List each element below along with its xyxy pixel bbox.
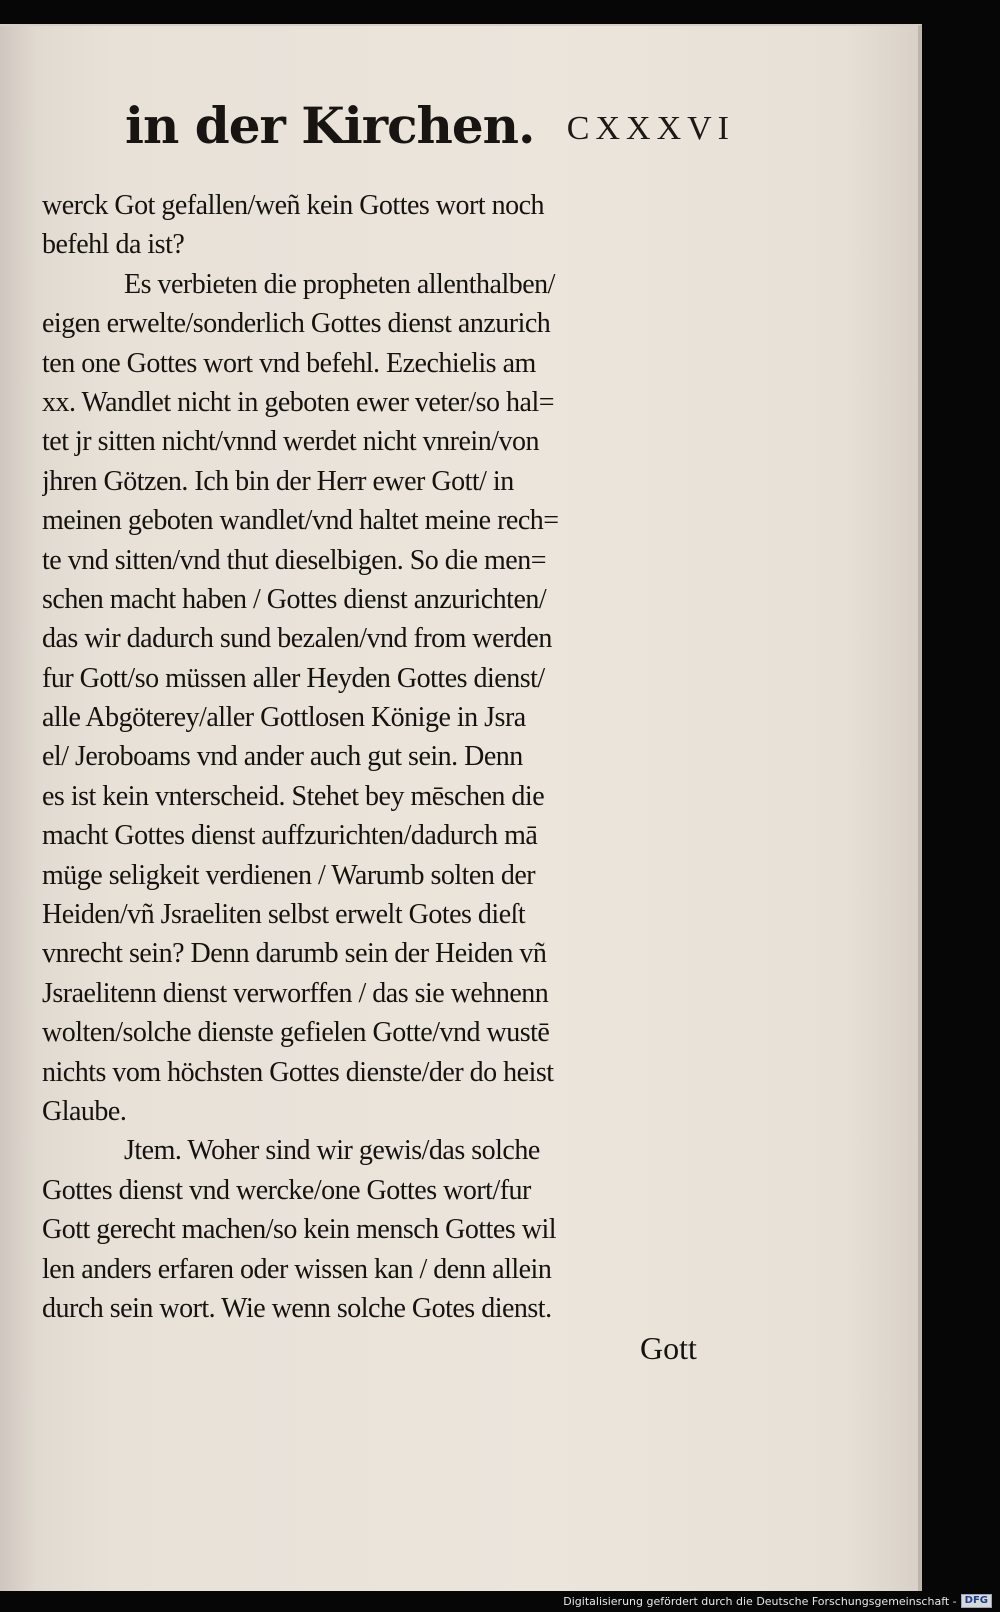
text-line: eigen erwelte/sonderlich Gottes dienst anzurich [42, 308, 551, 340]
text-line: das wir dadurch sund bezalen/vnd from werden [42, 623, 552, 655]
text-line: ten one Gottes wort vnd befehl. Ezechielis am [42, 347, 536, 379]
text-line: es ist kein vnterscheid. Stehet bey mēschen die [42, 780, 545, 812]
text-line: befehl da ist? [42, 229, 185, 261]
main-text-block [42, 186, 742, 1328]
catchword: Gott [640, 1330, 697, 1366]
page-header [125, 96, 735, 176]
text-line: vnrecht sein? Denn darumb sein der Heiden vñ [42, 938, 547, 970]
text-line: el/ Jeroboams vnd ander auch gut sein. Denn [42, 741, 523, 773]
text-line: Gott gerecht machen/so kein mensch Gottes wil [42, 1214, 557, 1246]
text-line: schen macht haben / Gottes dienst anzurichten/ [42, 583, 547, 615]
text-line: len anders erfaren oder wissen kan / denn allein [42, 1253, 552, 1285]
digitization-credit [563, 1594, 992, 1608]
text-line: müge seligkeit verdienen / Warumb solten der [42, 859, 536, 891]
text-line: xx. Wandlet nicht in geboten ewer veter/so hal= [42, 386, 555, 418]
text-line: alle Abgöterey/aller Gottlosen Könige in Jsra [42, 702, 526, 734]
text-line: fur Gott/so müssen aller Heyden Gottes dienst/ [42, 662, 545, 694]
text-line: wolten/solche dienste gefielen Gotte/vnd wustē [42, 1017, 550, 1049]
running-head: in der Kirchen. [125, 96, 535, 155]
text-line: durch sein wort. Wie wenn solche Gotes dienst. [42, 1292, 552, 1324]
text-line: Glaube. [42, 1095, 127, 1127]
text-line: Jtem. Woher sind wir gewis/das solche [124, 1135, 540, 1167]
text-line: Es verbieten die propheten allenthalben/ [124, 268, 555, 300]
text-line: nichts vom höchsten Gottes dienste/der do heist [42, 1056, 554, 1088]
dfg-logo-icon: DFG [961, 1594, 992, 1608]
text-line: Gottes dienst vnd wercke/one Gottes wort/fur [42, 1174, 531, 1206]
text-line: werck Got gefallen/weñ kein Gottes wort noch [42, 190, 545, 221]
text-line: tet jr sitten nicht/vnnd werdet nicht vnrein/von [42, 426, 539, 458]
text-line: meinen geboten wandlet/vnd haltet meine rech= [42, 505, 559, 537]
text-line: jhren Götzen. Ich bin der Herr ewer Gott/ in [42, 465, 514, 497]
folio-number: CXXXVI [566, 110, 735, 147]
text-line: Heiden/vñ Jsraeliten selbst erwelt Gotes dieſt [42, 899, 526, 931]
text-line: macht Gottes dienst auffzurichten/dadurch mā [42, 820, 538, 852]
text-line: Jsraelitenn dienst verworffen / das sie wehnenn [42, 977, 549, 1009]
text-line: te vnd sitten/vnd thut dieselbigen. So die men= [42, 544, 547, 576]
credit-text: Digitalisierung gefördert durch die Deutsche Forschungsgemeinschaft - [563, 1594, 957, 1608]
